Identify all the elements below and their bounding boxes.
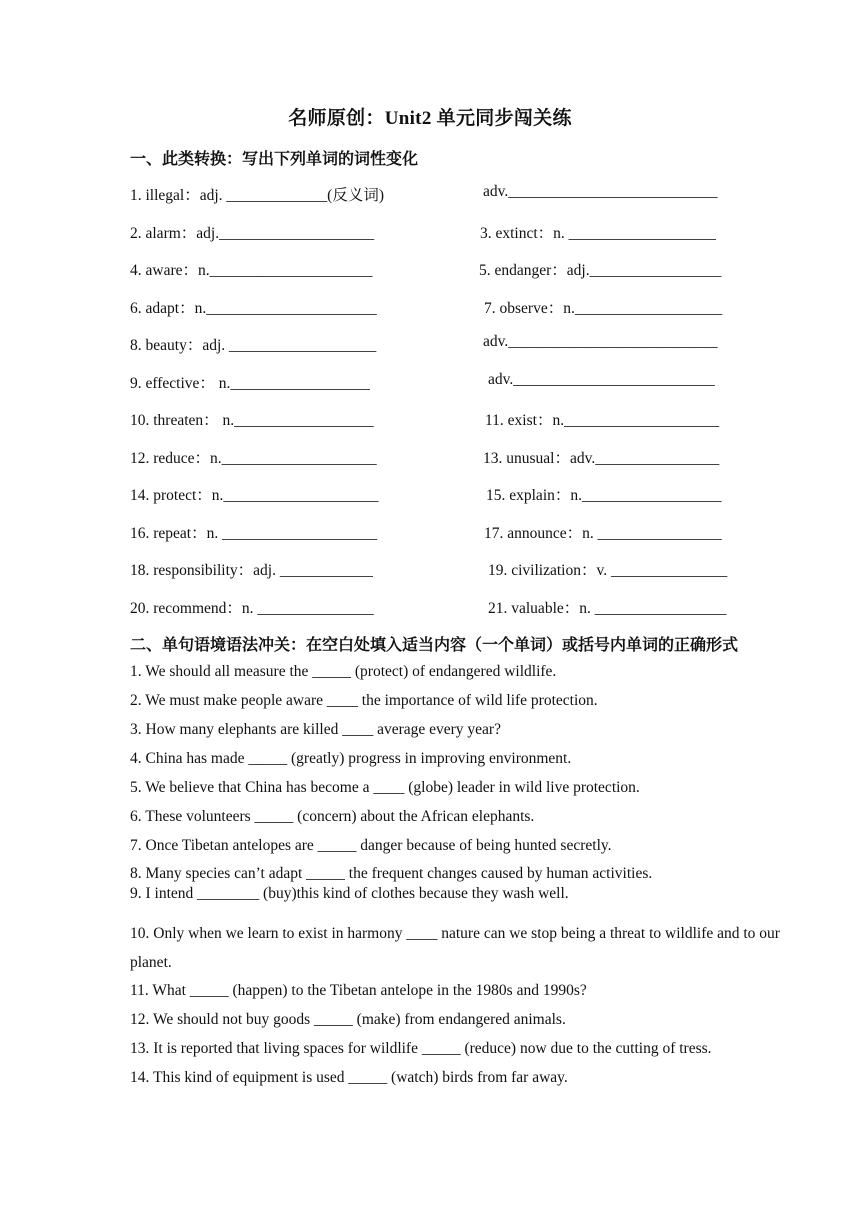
vocab-item: 10. threaten： n.__________________ xyxy=(130,412,374,429)
vocab-row xyxy=(130,333,770,355)
vocab-item: 7. observe：n.___________________ xyxy=(484,300,723,317)
vocab-item: adv.___________________________ xyxy=(483,183,718,200)
vocab-item: 4. aware：n._____________________ xyxy=(130,262,373,279)
vocab-row xyxy=(130,558,770,580)
vocab-item: 14. protect：n.____________________ xyxy=(130,487,379,504)
vocab-row xyxy=(130,221,770,243)
grammar-sentence: 9. I intend ________ (buy)this kind of clothes because they wash well. xyxy=(130,885,569,902)
grammar-sentence: 2. We must make people aware ____ the importance of wild life protection. xyxy=(130,692,598,709)
vocab-row xyxy=(130,296,770,318)
grammar-sentence: 3. How many elephants are killed ____ average every year? xyxy=(130,721,501,738)
vocab-item: 2. alarm：adj.____________________ xyxy=(130,225,375,242)
vocab-item: 17. announce：n. ________________ xyxy=(484,525,722,542)
vocab-item: 19. civilization：v. _______________ xyxy=(488,562,728,579)
vocab-row xyxy=(130,446,770,468)
vocab-item: adv.___________________________ xyxy=(483,333,718,350)
vocab-row xyxy=(130,483,770,505)
grammar-sentence: 11. What _____ (happen) to the Tibetan antelope in the 1980s and 1990s? xyxy=(130,982,587,999)
vocab-item: adv.__________________________ xyxy=(488,371,715,388)
section2-heading: 二、单句语境语法冲关：在空白处填入适当内容（一个单词）或括号内单词的正确形式 xyxy=(130,637,739,654)
grammar-sentence: 4. China has made _____ (greatly) progress in improving environment. xyxy=(130,750,572,767)
vocab-row xyxy=(130,408,770,430)
vocab-item: 16. repeat：n. ____________________ xyxy=(130,525,378,542)
grammar-sentence: 1. We should all measure the _____ (protect) of endangered wildlife. xyxy=(130,663,557,680)
grammar-sentence: 13. It is reported that living spaces for wildlife _____ (reduce) now due to the cutting of tress. xyxy=(130,1040,712,1057)
vocab-item: 8. beauty：adj. ___________________ xyxy=(130,337,377,354)
grammar-sentence: 12. We should not buy goods _____ (make) from endangered animals. xyxy=(130,1011,566,1028)
vocab-item: 12. reduce：n.____________________ xyxy=(130,450,377,467)
vocab-row xyxy=(130,521,770,543)
vocab-item: 9. effective： n.__________________ xyxy=(130,375,370,392)
grammar-sentence: 5. We believe that China has become a ____ (globe) leader in wild live protection. xyxy=(130,779,640,796)
grammar-sentence: 8. Many species can’t adapt _____ the frequent changes caused by human activities. xyxy=(130,865,653,882)
vocab-row xyxy=(130,596,770,618)
grammar-sentence: 6. These volunteers _____ (concern) about the African elephants. xyxy=(130,808,535,825)
vocab-item: 21. valuable：n. _________________ xyxy=(488,600,727,617)
vocab-item: 15. explain：n.__________________ xyxy=(486,487,722,504)
vocab-item: 1. illegal：adj. _____________(反义词) xyxy=(130,187,384,204)
section1-heading: 一、此类转换：写出下列单词的词性变化 xyxy=(130,151,419,168)
vocab-item: 3. extinct：n. ___________________ xyxy=(480,225,716,242)
vocab-item: 11. exist：n.____________________ xyxy=(485,412,720,429)
vocab-item: 18. responsibility：adj. ____________ xyxy=(130,562,373,579)
vocab-row xyxy=(130,371,770,393)
vocab-row xyxy=(130,183,770,205)
grammar-sentence: 10. Only when we learn to exist in harmony ____ nature can we stop being a threat to wildlife and to our planet. xyxy=(130,925,780,971)
vocab-item: 20. recommend：n. _______________ xyxy=(130,600,374,617)
vocab-item: 13. unusual：adv.________________ xyxy=(483,450,720,467)
vocab-item: 5. endanger：adj._________________ xyxy=(479,262,722,279)
page-title: 名师原创：Unit2 单元同步闯关练 xyxy=(288,108,572,129)
vocab-item: 6. adapt：n.______________________ xyxy=(130,300,377,317)
vocab-row xyxy=(130,258,770,280)
grammar-sentence: 14. This kind of equipment is used _____ (watch) birds from far away. xyxy=(130,1069,568,1086)
grammar-sentence: 7. Once Tibetan antelopes are _____ danger because of being hunted secretly. xyxy=(130,837,612,854)
